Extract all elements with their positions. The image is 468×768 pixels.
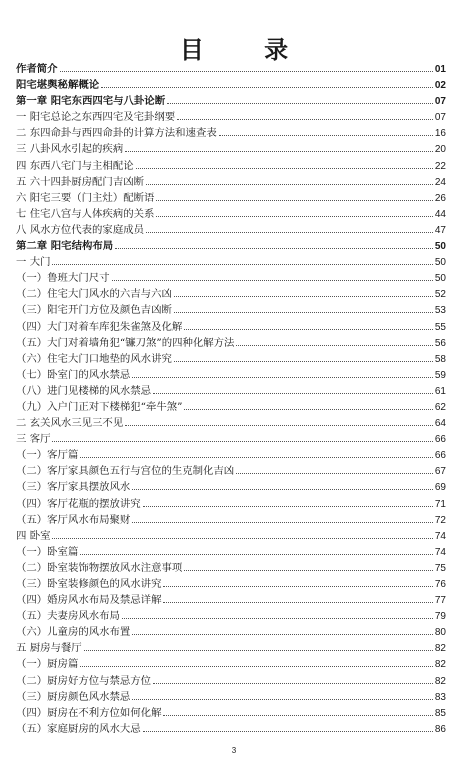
toc-entry [16,109,446,125]
table-of-contents [16,61,446,737]
toc-entry-label: （二）客厅家具颜色五行与宫位的生克制化吉凶 [16,465,235,478]
dot-leader [174,296,433,297]
toc-entry-page: 47 [434,224,446,236]
toc-entry-page: 82 [434,675,446,687]
toc-entry [16,190,446,206]
toc-entry-page: 53 [434,305,446,317]
toc-entry-label: （一）鲁班大门尺寸 [16,272,110,285]
toc-entry-label: 一 阳宅总论之东西四宅及宅卦纲要 [16,111,176,124]
toc-entry [16,512,446,528]
toc-entry-label: 阳宅堪舆秘解概论 [16,79,100,92]
toc-entry [16,576,446,592]
page-title: 目 录 [179,36,315,64]
toc-entry-label: 二 玄关风水三见三不见 [16,417,124,430]
toc-entry [16,302,446,318]
dot-leader [184,570,433,571]
toc-entry-label: 五 六十四卦厨房配门吉凶断 [16,175,144,188]
dot-leader [174,312,433,313]
toc-entry-page: 74 [434,546,446,558]
dot-leader [184,329,433,330]
dot-leader [125,425,433,426]
toc-entry-label: 七 住宅八宫与人体疾病的关系 [16,207,155,220]
toc-entry [16,656,446,672]
toc-entry-page: 26 [434,192,446,204]
toc-entry [16,222,446,238]
toc-entry-label: 一 大门 [16,256,51,269]
dot-leader [52,264,432,265]
toc-entry [16,463,446,479]
toc-entry-page: 69 [434,482,446,494]
dot-leader [125,151,433,152]
toc-entry-label: （二）卧室装饰物摆放风水注意事项 [16,561,183,574]
toc-entry-label: 三 客厅 [16,433,51,446]
toc-entry-label: 四 东西八宅门与主相配论 [16,159,134,172]
dot-leader [163,715,432,716]
toc-entry-page: 82 [434,659,446,671]
dot-leader [156,216,432,217]
toc-entry-page: 61 [434,385,446,397]
toc-entry-page: 80 [434,627,446,639]
toc-entry [16,640,446,656]
toc-entry-page: 52 [434,289,446,301]
dot-leader [167,103,433,104]
toc-entry [16,592,446,608]
toc-entry [16,286,446,302]
page-number: 3 [231,746,237,755]
toc-entry [16,528,446,544]
toc-entry [16,61,446,77]
toc-entry [16,431,446,447]
toc-entry [16,399,446,415]
dot-leader [184,409,432,410]
dot-leader [112,280,433,281]
toc-entry-page: 16 [434,128,446,140]
toc-entry-page: 74 [434,530,446,542]
toc-entry-page: 75 [434,562,446,574]
toc-entry [16,705,446,721]
toc-entry-page: 83 [434,691,446,703]
dot-leader [156,200,432,201]
toc-entry-page: 50 [434,241,446,253]
toc-entry [16,158,446,174]
toc-entry-page: 79 [434,611,446,623]
dot-leader [153,683,433,684]
toc-entry-label: （六）住宅大门口地垫的风水讲究 [16,352,172,365]
toc-entry [16,383,446,399]
toc-entry-page: 01 [434,64,446,75]
dot-leader [52,538,432,539]
toc-entry-page: 66 [434,450,446,462]
toc-entry-label: 三 八卦风水引起的疾病 [16,143,124,156]
dot-leader [132,634,433,635]
toc-entry-label: （九）入户门正对下楼梯犯“牵牛煞” [16,400,183,413]
dot-leader [146,184,433,185]
toc-entry-page: 86 [434,723,446,735]
toc-entry-label: （四）婚房风水布局及禁忌详解 [16,594,162,607]
dot-leader [84,650,433,651]
toc-entry [16,496,446,512]
toc-entry-label: （八）进门见楼梯的风水禁忌 [16,384,152,397]
toc-entry [16,673,446,689]
dot-leader [80,457,433,458]
dot-leader [115,248,433,249]
dot-leader [174,361,433,362]
toc-entry [16,319,446,335]
toc-entry [16,721,446,737]
toc-entry-label: （六）儿童房的风水布置 [16,626,131,639]
toc-entry-page: 50 [434,257,446,269]
toc-entry-page: 58 [434,353,446,365]
toc-entry-label: 二 东四命卦与西四命卦的计算方法和速查表 [16,127,217,140]
dot-leader [80,666,433,667]
dot-leader [101,87,433,88]
toc-entry-label: 五 厨房与餐厅 [16,642,82,655]
toc-entry [16,544,446,560]
dot-leader [52,441,432,442]
dot-leader [132,699,433,700]
toc-entry-label: （二）住宅大门风水的六吉与六凶 [16,288,172,301]
toc-entry-page: 59 [434,369,446,381]
toc-entry [16,608,446,624]
toc-entry [16,270,446,286]
dot-leader [80,554,433,555]
toc-entry [16,351,446,367]
toc-entry [16,174,446,190]
toc-entry-page: 44 [434,208,446,220]
toc-entry [16,141,446,157]
toc-entry-label: （四）厨房在不利方位如何化解 [16,706,162,719]
toc-entry-page: 71 [434,498,446,510]
dot-leader [163,586,432,587]
toc-entry-page: 82 [434,643,446,655]
toc-entry-page: 76 [434,579,446,590]
toc-entry-label: 四 卧室 [16,529,51,542]
toc-entry [16,479,446,495]
toc-entry-label: （三）卧室装修颜色的风水讲究 [16,578,162,590]
dot-leader [219,135,433,136]
toc-entry-label: （五）客厅风水布局聚财 [16,513,131,526]
toc-entry-page: 67 [434,466,446,478]
toc-entry-label: 八 风水方位代表的家庭成员 [16,223,144,236]
toc-entry [16,447,446,463]
toc-entry [16,335,446,351]
dot-leader [132,522,433,523]
toc-entry [16,238,446,254]
toc-entry-label: 六 阳宅三要（门主灶）配断语 [16,191,155,204]
toc-entry [16,125,446,141]
toc-entry-page: 20 [434,144,446,156]
toc-entry-page: 22 [434,160,446,172]
dot-leader [236,473,433,474]
dot-leader [146,232,433,233]
toc-entry-page: 24 [434,176,446,188]
toc-entry-page: 62 [434,401,446,413]
toc-entry-page: 72 [434,514,446,526]
toc-entry-label: （五）家庭厨房的风水大忌 [16,722,141,735]
dot-leader [236,345,432,346]
toc-entry-page: 07 [434,112,446,124]
toc-entry-label: 第二章 阳宅结构布局 [16,240,114,253]
dot-leader [153,393,433,394]
toc-entry-label: 作者简介 [16,63,58,75]
dot-leader [143,506,433,507]
toc-entry [16,624,446,640]
toc-entry-page: 77 [434,595,446,607]
toc-entry [16,206,446,222]
dot-leader [177,119,433,120]
toc-entry [16,77,446,93]
toc-entry-label: （五）夫妻房风水布局 [16,610,120,623]
toc-entry-label: （二）厨房好方位与禁忌方位 [16,674,152,687]
toc-entry [16,415,446,431]
dot-leader [143,731,433,732]
toc-entry [16,93,446,109]
dot-leader [163,602,432,603]
toc-entry-label: （三）客厅家具摆放风水 [16,481,131,494]
toc-entry-page: 56 [434,337,446,349]
toc-entry [16,560,446,576]
toc-entry-page: 50 [434,273,446,285]
toc-entry-label: （七）卧室门的风水禁忌 [16,368,131,381]
toc-entry-label: （四）大门对着车库犯朱雀煞及化解 [16,320,183,333]
toc-entry-label: 第一章 阳宅东西四宅与八卦论断 [16,95,166,108]
toc-entry-label: （四）客厅花瓶的摆放讲究 [16,497,141,510]
toc-entry-page: 85 [434,707,446,719]
toc-entry-page: 66 [434,434,446,446]
toc-entry-label: （一）客厅篇 [16,449,79,462]
dot-leader [132,377,433,378]
toc-entry-page: 55 [434,321,446,333]
toc-entry-label: （一）厨房篇 [16,658,79,671]
toc-entry-label: （五）大门对着墙角犯“镰刀煞”的四种化解方法 [16,336,235,349]
toc-entry [16,689,446,705]
toc-entry-page: 64 [434,418,446,430]
dot-leader [122,618,433,619]
dot-leader [136,168,433,169]
toc-entry-page: 07 [434,96,446,108]
toc-entry [16,254,446,270]
toc-entry [16,367,446,383]
toc-entry-page: 02 [434,80,446,92]
toc-entry-label: （三）阳宅开门方位及颜色吉凶断 [16,304,172,317]
dot-leader [132,489,433,490]
toc-entry-label: （一）卧室篇 [16,545,79,558]
toc-entry-label: （三）厨房颜色风水禁忌 [16,690,131,703]
dot-leader [60,71,433,72]
